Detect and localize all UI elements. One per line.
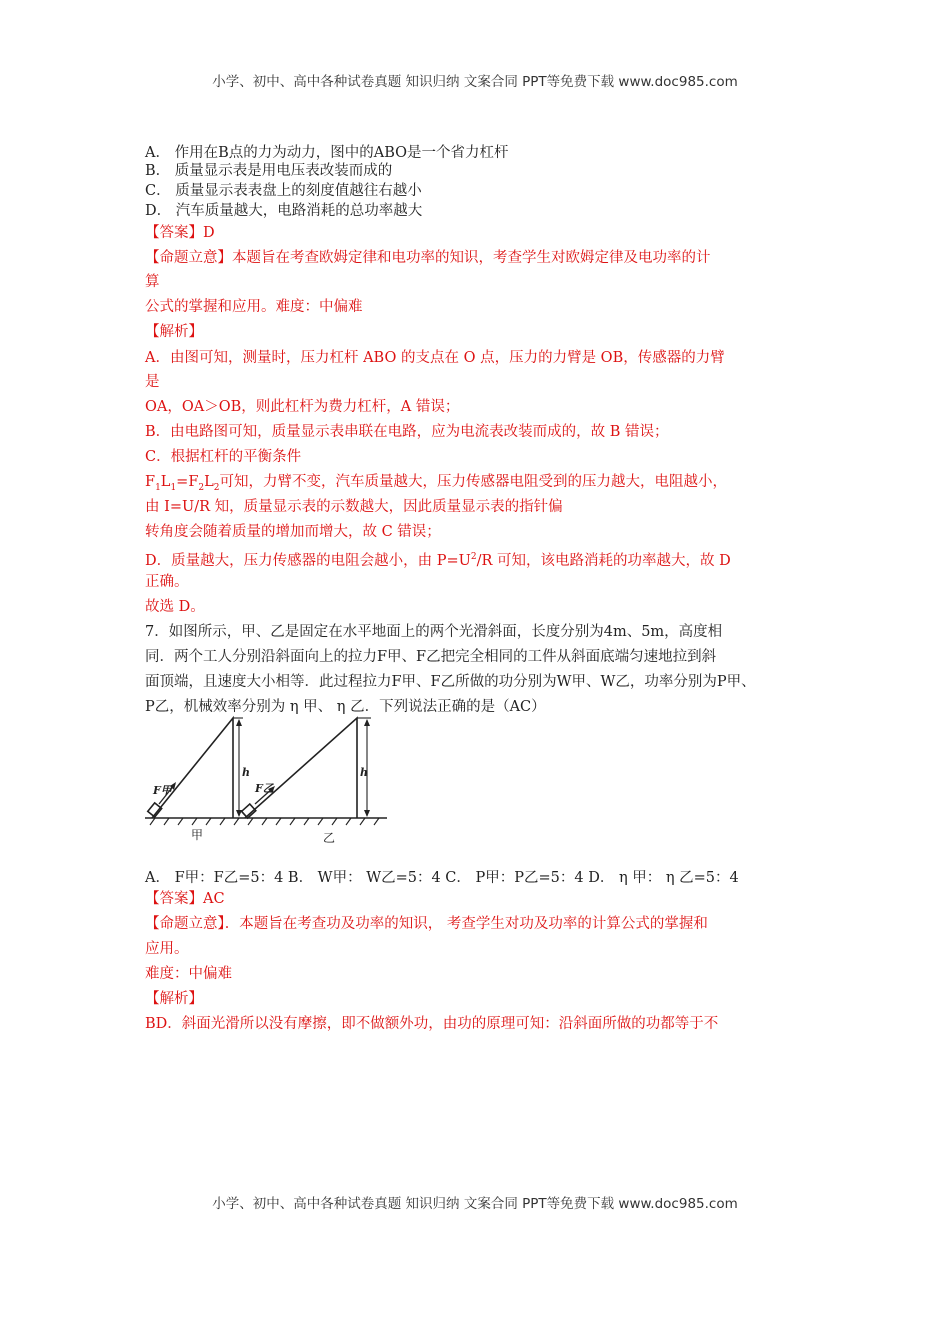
q7-intent-line-3: 难度：中偏难 (145, 966, 232, 982)
page-header: 小学、初中、高中各种试卷真题 知识归纳 文案合同 PPT等免费下载 www.doc985.com (212, 74, 738, 90)
q6-intent-line-1: 【命题立意】本题旨在考查欧姆定律和电功率的知识，考查学生对欧姆定律及电功率的计 (145, 250, 711, 266)
q6-intent-line-3: 公式的掌握和应用。难度：中偏难 (145, 299, 363, 315)
q7-intent-line-1: 【命题立意】．本题旨在考查功及功率的知识， 考查学生对功及功率的计算公式的掌握和 (145, 916, 708, 932)
label-h-yi: h (360, 766, 368, 779)
incline-jia (152, 718, 233, 818)
q6-analysis-line-7: 由 I=U/R 知，质量显示表的示数越大，因此质量显示表的指针偏 (145, 499, 563, 515)
q6-option-a: A． 作用在B点的力为动力，图中的ABO是一个省力杠杆 (145, 145, 509, 161)
q6-option-b: B． 质量显示表是用电压表改装而成的 (145, 163, 393, 179)
q6-option-d: D． 汽车质量越大，电路消耗的总功率越大 (145, 203, 423, 219)
label-f-jia: F甲 (153, 784, 172, 797)
q7-stem-line-1: 7．如图所示，甲、乙是固定在水平地面上的两个光滑斜面，长度分别为4m、5m，高度相 (145, 624, 723, 640)
q7-answer: 【答案】AC (145, 891, 225, 907)
label-yi: 乙 (323, 831, 336, 845)
incline-yi (245, 718, 357, 818)
label-h-jia: h (242, 766, 250, 779)
q6-analysis-heading: 【解析】 (145, 324, 203, 340)
q7-stem-line-2: 同．两个工人分别沿斜面向上的拉力F甲、F乙把完全相同的工件从斜面底端匀速地拉到斜 (145, 649, 717, 665)
label-f-yi: F乙 (255, 782, 274, 795)
q7-options: A． F甲：F乙=5：4 B． W甲： W乙=5：4 C． P甲：P乙=5：4 D． η 甲： η 乙=5：4 (145, 870, 739, 886)
q6-analysis-line-9: D．质量越大，压力传感器的电阻会越小，由 $P=U^2/R$ 可知，该电路消耗的功率越大，故 D (145, 552, 731, 569)
q7-intent-line-2: 应用。 (145, 941, 189, 957)
q6-intent-line-2: 算 (145, 274, 160, 290)
q7-stem-line-4: P乙，机械效率分别为 η 甲、 η 乙．下列说法正确的是（AC） (145, 699, 546, 715)
q6-analysis-line-8: 转角度会随着质量的增加而增大，故 C 错误； (145, 524, 441, 540)
q6-analysis-line-3: OA，OA＞OB，则此杠杆为费力杠杆，A 错误； (145, 399, 460, 415)
q6-analysis-line-6: $F_1L_1=F_2L_2$可知，力臂不变，汽车质量越大，压力传感器电阻受到的压力越大，电阻越小， (145, 474, 727, 493)
page-footer: 小学、初中、高中各种试卷真题 知识归纳 文案合同 PPT等免费下载 www.doc985.com (212, 1196, 738, 1212)
q6-answer: 【答案】D (145, 225, 215, 241)
q6-analysis-line-4: B．由电路图可知，质量显示表串联在电路，应为电流表改装而成的，故 B 错误； (145, 424, 669, 440)
q7-analysis-line-1: BD．斜面光滑所以没有摩擦，即不做额外功，由功的原理可知：沿斜面所做的功都等于不 (145, 1016, 719, 1032)
q6-option-c: C． 质量显示表表盘上的刻度值越往右越小 (145, 183, 422, 199)
q6-analysis-line-10: 正确。 (145, 574, 189, 590)
q6-analysis-line-1: A．由图可知，测量时，压力杠杆 ABO 的支点在 O 点，压力的力臂是 OB，传感器的力臂 (145, 350, 725, 366)
ground-hatching (150, 818, 379, 825)
q7-analysis-heading: 【解析】 (145, 991, 203, 1007)
q6-analysis-line-5: C．根据杠杆的平衡条件 (145, 449, 302, 465)
q7-stem-line-3: 面顶端，且速度大小相等．此过程拉力F甲、F乙所做的功分别为W甲、W乙，功率分别为P甲、 (145, 674, 756, 690)
incline-diagram (145, 712, 395, 852)
q6-analysis-line-11: 故选 D。 (145, 599, 205, 615)
q6-analysis-line-2: 是 (145, 374, 160, 390)
label-jia: 甲 (191, 828, 204, 842)
